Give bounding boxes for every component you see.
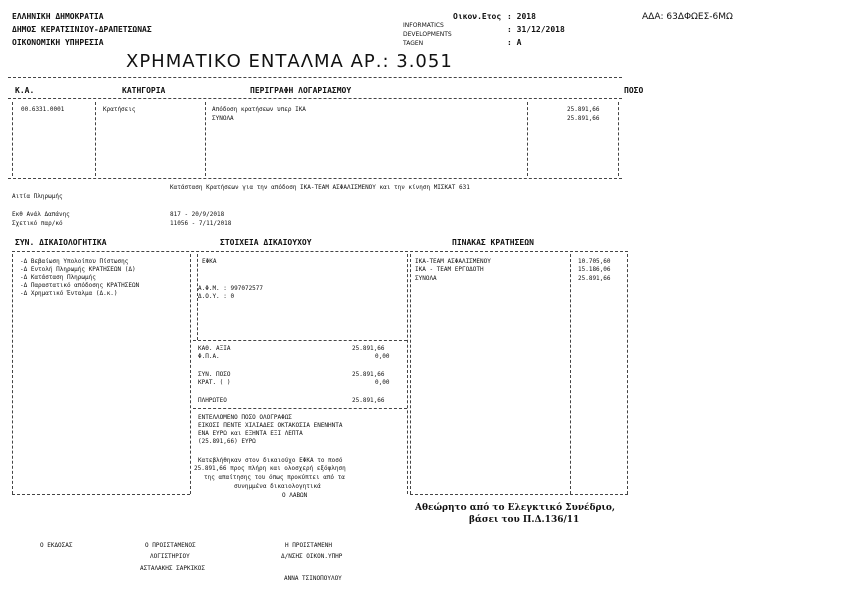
signature-head1-title: Ο ΠΡΟΙΣΤΑΜΕΝΟΣ	[145, 542, 196, 549]
amount-label: ΠΛΗΡΩΤΕΟ	[198, 397, 227, 404]
column-rule	[410, 254, 411, 494]
amount-words: (25.891,66) ΕΥΡΩ	[198, 438, 256, 445]
amount-label: ΣΥΝ. ΠΟΣΟ	[198, 371, 231, 378]
row-amount: 25.891,66	[567, 115, 600, 122]
receiver-label: Ο ΛΑΒΩΝ	[282, 492, 308, 499]
col-ka: Κ.Α.	[15, 86, 35, 95]
section-beneficiary: ΣΤΟΙΧΕΙΑ ΔΙΚΑΙΟΥΧΟΥ	[220, 238, 312, 247]
document-item: -Δ Εντολή Πληρωμής ΚΡΑΤΗΣΕΩΝ (Δ)	[20, 266, 136, 273]
overlay-developments: DEVELOPMENTS	[403, 31, 452, 38]
document-item: -Δ Κατάσταση Πληρωμής	[20, 274, 96, 281]
decision-label: Εκθ Ανάλ Δαπάνης	[12, 211, 70, 218]
signature-head1-dept: ΛΟΓΙΣΤΗΡΙΟΥ	[150, 553, 190, 560]
column-rule	[570, 254, 571, 494]
amount-value: 0,00	[375, 353, 390, 360]
fiscal-year-label: Οικον.Ετος	[453, 12, 502, 21]
column-rule	[527, 102, 528, 176]
column-rule	[190, 254, 191, 494]
signature-issuer: Ο ΕΚΔΟΣΑΣ	[40, 542, 73, 549]
signature-head1-name: ΑΣΤΑΛΑΚΗΣ ΣΑΡΚΙΚΟΣ	[140, 565, 206, 572]
document-item: -Δ Παραστατικό απόδοσης ΚΡΑΤΗΣΕΩΝ	[20, 282, 140, 289]
col-description: ΠΕΡΙΓΡΑΦΗ ΛΟΓΑΡΙΑΣΜΟΥ	[250, 86, 352, 95]
document-title: ΧΡΗΜΑΤΙΚΟ ΕΝΤΑΛΜΑ ΑΡ.: 3.051	[126, 51, 453, 72]
row-category: Κρατήσεις	[103, 106, 136, 113]
divider	[12, 251, 408, 252]
amount-label: Φ.Π.Α.	[198, 353, 220, 360]
payment-cause-label: Αιτία Πληρωμής	[12, 193, 63, 200]
approval-line: Αθεώρητο από το Ελεγκτικό Συνέδριο,	[415, 503, 616, 513]
divider	[193, 408, 407, 409]
divider	[12, 494, 190, 495]
beneficiary-afm: Α.Φ.Μ. : 997072577	[198, 285, 264, 292]
column-rule	[205, 102, 206, 176]
divider	[8, 178, 622, 179]
payee-note: 25.891,66 προς πλήρη και ολοσχερή εξόφληση	[194, 465, 346, 472]
fiscal-year-value: : 2018	[507, 12, 536, 21]
amount-value: 25.891,66	[352, 345, 385, 352]
section-deductions: ΠΙΝΑΚΑΣ ΚΡΑΤΗΣΕΩΝ	[452, 238, 534, 247]
amount-words: ΕΝΑ ΕΥΡΩ και ΕΞΗΝΤΑ ΕΞΙ ΛΕΠΤΑ	[198, 430, 303, 437]
approval-line: βάσει του Π.Δ.136/11	[469, 515, 580, 525]
deduction-value: 15.186,06	[578, 266, 611, 273]
row-ka: 00.6331.0001	[21, 106, 65, 113]
decision-value: 817 - 20/9/2018	[170, 211, 225, 218]
overlay-informatics: INFORMATICS	[403, 22, 444, 29]
date-value: : 31/12/2018	[507, 25, 565, 34]
section-documents: ΣΥΝ. ΔΙΚΑΙΟΛΟΓΗΤΙΚΑ	[15, 238, 107, 247]
deduction-value: 10.705,60	[578, 258, 611, 265]
column-rule	[12, 254, 13, 494]
document-item: -Δ Χρηματικό Ένταλμα (Δ.κ.)	[20, 290, 118, 297]
amount-words: ΕΝΤΕΛΛΟΜΕΝΟ ΠΟΣΟ ΟΛΟΓΡΑΦΩΣ	[198, 414, 292, 421]
related-value: 11056 - 7/11/2018	[170, 220, 232, 227]
beneficiary-doy: Δ.Ο.Υ. : 0	[198, 293, 235, 300]
amount-value: 25.891,66	[352, 371, 385, 378]
col-category: ΚΑΤΗΓΟΡΙΑ	[122, 86, 166, 95]
payee-note: Κατεβλήθηκαν στον δικαιούχο ΕΦΚΑ το ποσό	[198, 457, 343, 464]
signature-head2-title: Η ΠΡΟΙΣΤΑΜΕΝΗ	[285, 542, 332, 549]
deduction-label: ΙΚΑ-ΤΕΑΜ ΑΣΦΑΛΙΣΜΕΝΟΥ	[415, 258, 491, 265]
column-rule	[12, 102, 13, 176]
org-line-3: ΟΙΚΟΝΟΜΙΚΗ ΥΠΗΡΕΣΙΑ	[12, 38, 104, 47]
document-item: -Δ Βεβαίωση Υπολοίπου Πίστωσης	[20, 258, 129, 265]
column-rule	[627, 254, 628, 494]
column-rule	[618, 102, 619, 176]
org-line-2: ΔΗΜΟΣ ΚΕΡΑΤΣΙΝΙΟΥ-ΔΡΑΠΕΤΣΩΝΑΣ	[12, 25, 152, 34]
divider	[193, 340, 407, 341]
col-amount: ΠΟΣΟ	[624, 86, 644, 95]
deduction-label: ΙΚΑ - ΤΕΑΜ ΕΡΓΟΔΟΤΗ	[415, 266, 484, 273]
amount-label: ΚΑΘ. ΑΞΙΑ	[198, 345, 231, 352]
payee-note: της απαίτησης του όπως προκύπτει από τα	[204, 474, 345, 481]
column-rule	[95, 102, 96, 176]
deduction-value: 25.891,66	[578, 275, 611, 282]
ada-code: ΑΔΑ: 63ΔΦΩΕΣ-6ΜΩ	[642, 12, 733, 22]
signature-head2-dept: Δ/ΝΣΗΣ ΟΙΚΟΝ.ΥΠΗΡ	[281, 553, 343, 560]
related-label: Σχετικό παρ/κό	[12, 220, 63, 227]
row-amount: 25.891,66	[567, 106, 600, 113]
divider	[410, 251, 628, 252]
amount-words: ΕΙΚΟΣΙ ΠΕΝΤΕ ΧΙΛΙΑΔΕΣ ΟΚΤΑΚΟΣΙΑ ΕΝΕΝΗΝΤΑ	[198, 422, 343, 429]
column-rule	[407, 254, 408, 494]
overlay-tag: TAGEN	[403, 40, 424, 47]
deduction-label: ΣΥΝΟΛΑ	[415, 275, 437, 282]
payment-purpose: Κατάσταση Κρατήσεων για την απόδοση ΙΚΑ-ΤΕΑΜ ΑΣΦΑΛΙΣΜΕΝΟΥ και την κίνηση ΜΙΣΚΑΤ 631	[170, 184, 470, 191]
divider	[8, 77, 622, 78]
tag-value: : Α	[507, 38, 522, 47]
org-line-1: ΕΛΛΗΝΙΚΗ ΔΗΜΟΚΡΑΤΙΑ	[12, 12, 104, 21]
amount-value: 0,00	[375, 379, 390, 386]
divider	[8, 98, 622, 99]
payee-note: συνημμένα δικαιολογητικά	[234, 483, 321, 490]
amount-value: 25.891,66	[352, 397, 385, 404]
signature-head2-name: ΑΝΝΑ ΤΣΙΝΟΠΟΥΛΟΥ	[284, 575, 342, 582]
row-description: Απόδοση κρατήσεων υπερ ΙΚΑ	[212, 106, 306, 113]
row-description: ΣΥΝΟΛΑ	[212, 115, 234, 122]
amount-label: ΚΡΑΤ. ( )	[198, 379, 231, 386]
divider	[410, 494, 628, 495]
beneficiary-name: ΕΦΚΑ	[202, 258, 217, 265]
